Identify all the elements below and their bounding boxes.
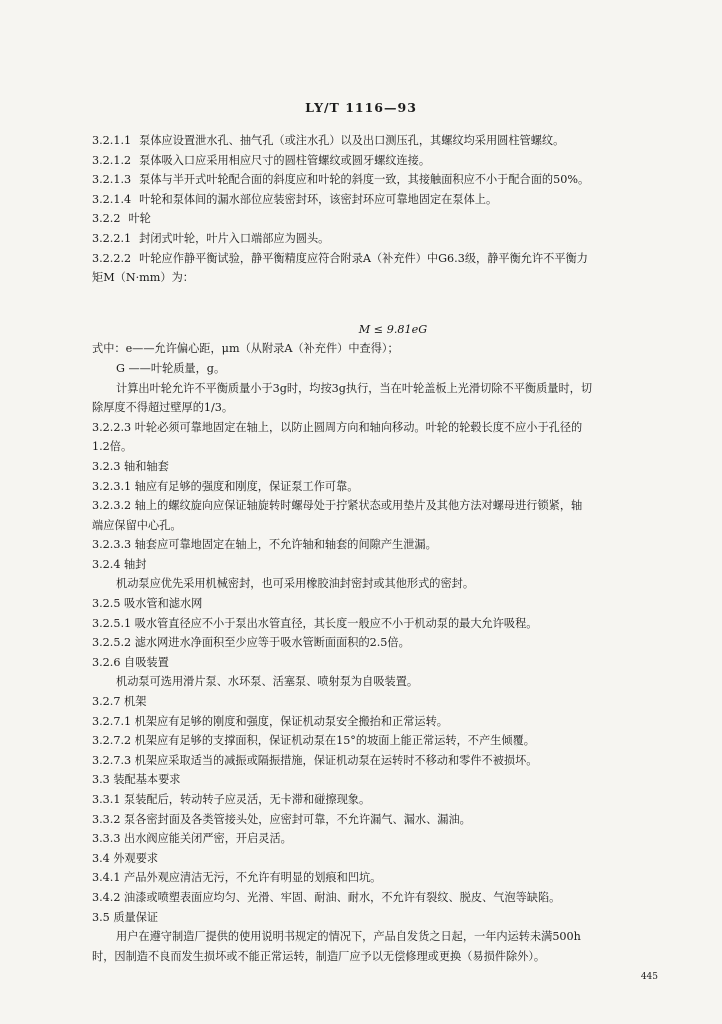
text-line: 机动泵应优先采用机械密封，也可采用橡胶油封密封或其他形式的密封。 — [116, 577, 475, 591]
text-line: 3.2.2.3 叶轮必须可靠地固定在轴上，以防止圆周方向和轴向移动。叶轮的轮毂长度不应小于孔径的 — [92, 420, 583, 434]
text-line: 3.2.7.2 机架应有足够的支撑面积，保证机动泵在15°的坡面上能正常运转，不产生倾覆。 — [92, 734, 535, 748]
text-line — [92, 190, 664, 210]
text-line: 3.3.2 泵各密封面及各类管接头处，应密封可靠，不允许漏气、漏水、漏油。 — [92, 812, 471, 826]
text-line — [92, 229, 664, 249]
standard-header: LY/T 1116—93 — [305, 100, 417, 115]
clause-block-1 — [92, 131, 664, 288]
clause-block-2 — [92, 339, 664, 966]
text-line: 3.3 装配基本要求 — [92, 773, 181, 787]
clause-text: 叶轮和泵体间的漏水部位应装密封环，该密封环应可靠地固定在泵体上。 — [139, 192, 498, 206]
text-line: 3.2.4 轴封 — [92, 557, 147, 571]
text-line: 端应保留中心孔。 — [92, 518, 182, 532]
text-line — [92, 268, 664, 288]
text-line: 1.2倍。 — [92, 440, 133, 454]
text-line: 3.3.3 出水阀应能关闭严密，开启灵活。 — [92, 832, 292, 846]
text-line: 3.4 外观要求 — [92, 851, 159, 865]
text-line: 3.2.6 自吸装置 — [92, 655, 169, 669]
text-line: 3.2.3.2 轴上的螺纹旋向应保证轴旋转时螺母处于拧紧状态或用垫片及其他方法对螺母进行锁紧，轴 — [92, 499, 583, 513]
text-line: 3.2.3.1 轴应有足够的强度和刚度，保证泵工作可靠。 — [92, 479, 359, 493]
clause-number: 3.2.1.1 — [92, 134, 132, 147]
text-line: 3.2.3.3 轴套应可靠地固定在轴上，不允许轴和轴套的间隙产生泄漏。 — [92, 538, 437, 552]
text-line: 3.4.2 油漆或喷塑表面应均匀、光滑、牢固、耐油、耐水，不允许有裂纹、脱皮、气泡等缺陷。 — [92, 890, 561, 904]
text-line — [92, 249, 664, 269]
page-number: 445 — [640, 972, 658, 982]
text-line — [92, 131, 664, 151]
text-line — [92, 170, 664, 190]
text-line: 3.2.7.1 机架应有足够的刚度和强度，保证机动泵安全搬抬和正常运转。 — [92, 714, 448, 728]
clause-text: 泵体吸入口应采用相应尺寸的圆柱管螺纹或圆牙螺纹连接。 — [139, 153, 431, 167]
clause-text: 叶轮应作静平衡试验，静平衡精度应符合附录A（补充件）中G6.3级，静平衡允许不平衡力 — [139, 251, 588, 265]
formula: M ≤ 9.81eG — [358, 322, 428, 336]
clause-number: 3.2.2 — [92, 212, 121, 226]
text-line: 机动泵可选用滑片泵、水环泵、活塞泵、喷射泵为自吸装置。 — [116, 675, 419, 689]
text-line: 3.4.1 产品外观应清洁无污，不允许有明显的划痕和凹坑。 — [92, 871, 382, 885]
text-line: 3.3.1 泵装配后，转动转子应灵活，无卡滞和碰擦现象。 — [92, 793, 371, 806]
text-line: 式中：e——允许偏心距，μm（从附录A（补充件）中查得）； — [92, 342, 399, 356]
clause-number: 3.2.1.4 — [92, 192, 132, 206]
clause-number: 3.2.2.1 — [92, 231, 132, 245]
text-line: 3.2.7.3 机架应采取适当的减振或隔振措施，保证机动泵在运转时不移动和零件不被损坏。 — [92, 753, 538, 767]
text-line: 用户在遵守制造厂提供的使用说明书规定的情况下，产品自发货之日起，一年内运转未满500h — [116, 930, 581, 944]
clause-number: 3.2.1.3 — [92, 173, 132, 187]
text-line: 3.2.3 轴和轴套 — [92, 459, 169, 473]
text-line: 3.2.5 吸水管和滤水网 — [92, 597, 203, 611]
text-line: G ——叶轮质量，g。 — [116, 361, 226, 375]
text-line — [92, 151, 664, 171]
clause-number: 3.2.1.2 — [92, 153, 132, 167]
document-body — [92, 131, 664, 966]
text-line: 时，因制造不良而发生损坏或不能正常运转，制造厂应予以无偿修理或更换（易损件除外）。 — [92, 949, 546, 963]
clause-text: 矩M（N·mm）为： — [92, 271, 194, 285]
text-line: 3.2.5.2 滤水网进水净面积至少应等于吸水管断面面积的2.5倍。 — [92, 636, 410, 650]
clause-text: 泵体与半开式叶轮配合面的斜度应和叶轮的斜度一致，其接触面积应不小于配合面的50%。 — [139, 173, 590, 187]
text-line: 计算出叶轮允许不平衡质量小于3g时，均按3g执行，当在叶轮盖板上光滑切除不平衡质量时，切 — [116, 381, 593, 395]
clause-text: 泵体应设置泄水孔、抽气孔（或注水孔）以及出口测压孔，其螺纹均采用圆柱管螺纹。 — [139, 134, 565, 147]
text-line: 除厚度不得超过壁厚的1/3。 — [92, 401, 234, 415]
clause-number: 3.2.2.2 — [92, 251, 132, 265]
text-line — [92, 209, 664, 229]
text-line: 3.5 质量保证 — [92, 910, 159, 924]
text-line: 3.2.5.1 吸水管直径应不小于泵出水管直径，其长度一般应不小于机动泵的最大允许吸程。 — [92, 616, 538, 630]
clause-text: 叶轮 — [128, 212, 151, 226]
clause-text: 封闭式叶轮，叶片入口端部应为圆头。 — [139, 231, 330, 245]
text-line: 3.2.7 机架 — [92, 695, 147, 709]
